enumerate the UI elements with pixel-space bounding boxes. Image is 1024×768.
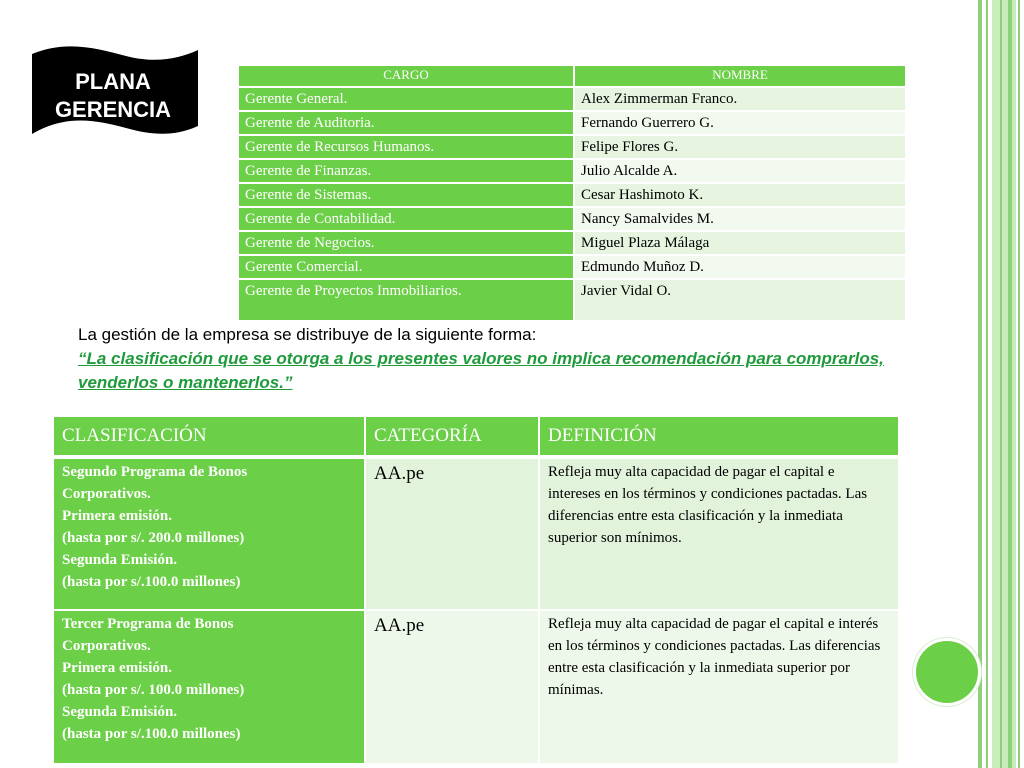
intro-text: [78, 323, 898, 395]
banner-line-2: GERENCIA: [54, 97, 172, 122]
definicion-cell: Refleja muy alta capacidad de pagar el capital e interés en los términos y condiciones pactadas. Las diferencias entre esta clasificación y la inmediata superior por mínimas.: [539, 610, 899, 764]
rating-table: [52, 415, 900, 765]
clasificacion-line: Primera emisión.: [62, 508, 172, 524]
cargo-cell: Gerente de Negocios.: [238, 231, 574, 255]
nombre-cell: Felipe Flores G.: [574, 135, 906, 159]
column-header-cargo: CARGO: [238, 65, 574, 87]
cargo-cell: Gerente de Proyectos Inmobiliarios.: [238, 279, 574, 321]
disclaimer-quote: “La clasificación que se otorga a los presentes valores no implica recomendación para comprarlos, venderlos o mantenerlos.”: [78, 349, 884, 392]
decor-stripe: [1008, 0, 1012, 768]
table-row: [238, 207, 906, 231]
staff-header-row: [238, 65, 906, 87]
nombre-cell: Fernando Guerrero G.: [574, 111, 906, 135]
decor-stripe: [992, 0, 1016, 768]
decor-stripe: [978, 0, 982, 768]
banner-title: [26, 68, 200, 124]
table-row: [238, 255, 906, 279]
clasificacion-line: Segunda Emisión.: [62, 552, 178, 568]
rating-header-row: [53, 416, 899, 457]
banner-line-1: PLANA: [75, 69, 151, 94]
title-banner: [26, 44, 200, 138]
table-row: [238, 159, 906, 183]
clasificacion-cell: [53, 610, 365, 764]
nombre-cell: Nancy Samalvides M.: [574, 207, 906, 231]
nombre-cell: Miguel Plaza Málaga: [574, 231, 906, 255]
decor-circle: [913, 638, 981, 706]
table-row: [238, 135, 906, 159]
decor-stripe: [1018, 0, 1020, 768]
clasificacion-line: (hasta por s/.100.0 millones): [62, 574, 241, 590]
staff-table: [237, 64, 907, 322]
table-row: [53, 457, 899, 610]
intro-sentence: La gestión de la empresa se distribuye de la siguiente forma:: [78, 325, 537, 344]
nombre-cell: Javier Vidal O.: [574, 279, 906, 321]
decor-stripe: [986, 0, 988, 768]
clasificacion-line: Corporativos.: [62, 486, 151, 502]
definicion-cell: Refleja muy alta capacidad de pagar el capital e intereses en los términos y condiciones pactadas. Las diferencias entre esta clasificación y la inmediata superior son mínimos.: [539, 457, 899, 610]
column-header-categoria: CATEGORÍA: [365, 416, 539, 457]
clasificacion-line: Corporativos.: [62, 638, 151, 654]
clasificacion-line: (hasta por s/. 100.0 millones): [62, 682, 245, 698]
nombre-cell: Edmundo Muñoz D.: [574, 255, 906, 279]
table-row: [238, 231, 906, 255]
cargo-cell: Gerente de Auditoria.: [238, 111, 574, 135]
table-row: [53, 610, 899, 764]
categoria-cell: AA.pe: [365, 457, 539, 610]
table-row: [238, 111, 906, 135]
decor-stripe: [1000, 0, 1002, 768]
table-row: [238, 279, 906, 321]
clasificacion-line: Tercer Programa de Bonos: [62, 616, 234, 632]
cargo-cell: Gerente de Finanzas.: [238, 159, 574, 183]
cargo-cell: Gerente de Recursos Humanos.: [238, 135, 574, 159]
clasificacion-line: (hasta por s/.100.0 millones): [62, 726, 241, 742]
clasificacion-line: (hasta por s/. 200.0 millones): [62, 530, 245, 546]
clasificacion-line: Segundo Programa de Bonos: [62, 464, 248, 480]
categoria-cell: AA.pe: [365, 610, 539, 764]
nombre-cell: Alex Zimmerman Franco.: [574, 87, 906, 111]
clasificacion-line: Primera emisión.: [62, 660, 172, 676]
cargo-cell: Gerente de Contabilidad.: [238, 207, 574, 231]
table-row: [238, 183, 906, 207]
cargo-cell: Gerente de Sistemas.: [238, 183, 574, 207]
column-header-nombre: NOMBRE: [574, 65, 906, 87]
column-header-clasificacion: CLASIFICACIÓN: [53, 416, 365, 457]
cargo-cell: Gerente General.: [238, 87, 574, 111]
table-row: [238, 87, 906, 111]
cargo-cell: Gerente Comercial.: [238, 255, 574, 279]
column-header-definicion: DEFINICIÓN: [539, 416, 899, 457]
nombre-cell: Julio Alcalde A.: [574, 159, 906, 183]
nombre-cell: Cesar Hashimoto K.: [574, 183, 906, 207]
clasificacion-cell: [53, 457, 365, 610]
clasificacion-line: Segunda Emisión.: [62, 704, 178, 720]
